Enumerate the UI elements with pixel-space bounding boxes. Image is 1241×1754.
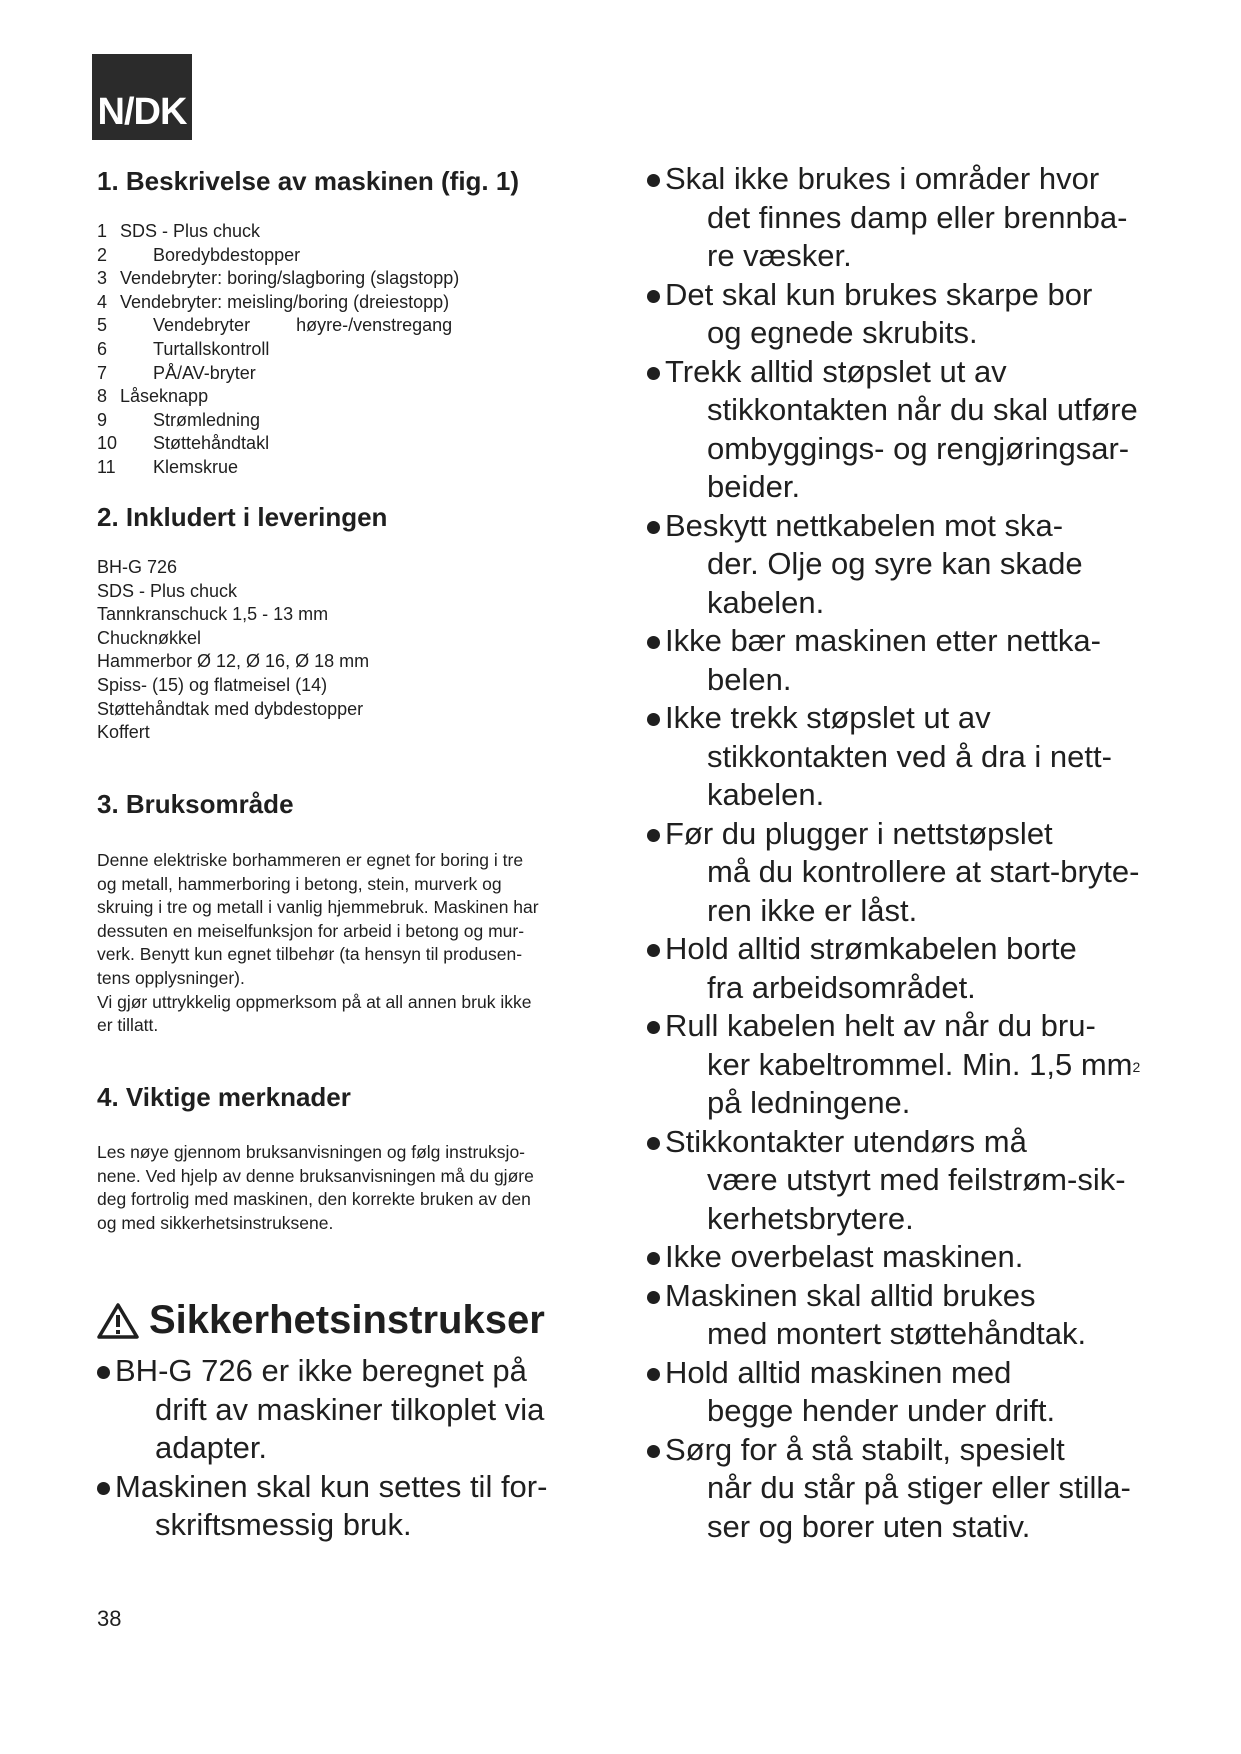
item-label: Vendebryter: meisling/boring (dreiestopp) xyxy=(120,291,450,312)
safety-bullets-right xyxy=(647,160,1140,1546)
item-number: 5 xyxy=(97,315,108,336)
item-label: Vendebryter: boring/slagboring (slagstopp) xyxy=(120,268,460,289)
bullet-item xyxy=(647,160,1140,276)
item-label: Vendebryter xyxy=(153,315,251,336)
bullet-dot-icon xyxy=(647,1368,660,1381)
list-item: SDS - Plus chuck xyxy=(97,580,238,601)
text-line: deg fortrolig med maskinen, den korrekte bruken av den xyxy=(97,1189,531,1210)
safety-heading xyxy=(97,1298,545,1343)
bullet-dot-icon xyxy=(647,1291,660,1304)
item-number: 2 xyxy=(97,244,108,265)
machine-parts-list xyxy=(97,220,459,480)
bullet-dot-icon xyxy=(647,713,660,726)
bullet-dot-icon xyxy=(647,636,660,649)
bullet-line: Ikke trekk støpslet ut av xyxy=(665,700,991,735)
list-item xyxy=(97,267,459,291)
bullet-dot-icon xyxy=(647,174,660,187)
bullet-line: Ikke bær maskinen etter nettka- xyxy=(665,623,1101,658)
list-item xyxy=(97,409,459,433)
section-4-title: 4. Viktige merknader xyxy=(97,1082,351,1112)
bullet-dot-icon xyxy=(647,1021,660,1034)
bullet-item xyxy=(647,699,1140,815)
list-item xyxy=(97,432,459,456)
item-number: 11 xyxy=(97,456,116,477)
list-item: Spiss- (15) og flatmeisel (14) xyxy=(97,674,328,695)
safety-bullets-left xyxy=(97,1352,547,1545)
bullet-dot-icon xyxy=(647,829,660,842)
bullet-item xyxy=(647,1354,1140,1431)
item-number: 6 xyxy=(97,338,108,359)
bullet-line: Hold alltid strømkabelen borte xyxy=(665,931,1077,966)
list-item: Koffert xyxy=(97,722,150,743)
bullet-line: Sørg for å stå stabilt, spesielt xyxy=(665,1431,1065,1467)
bullet-line: drift av maskiner tilkoplet via xyxy=(155,1391,545,1427)
bullet-line: være utstyrt med feilstrøm-sik- xyxy=(707,1162,1126,1197)
item-label: Støttehåndtakl xyxy=(153,433,270,454)
text-line: nene. Ved hjelp av denne bruksanvisningen må du gjøre xyxy=(97,1165,534,1186)
list-item: Hammerbor Ø 12, Ø 16, Ø 18 mm xyxy=(97,651,370,672)
list-item xyxy=(97,338,459,362)
list-item xyxy=(97,291,459,315)
bullet-dot-icon xyxy=(647,944,660,957)
list-item xyxy=(97,362,459,386)
bullet-line: Trekk alltid støpslet ut av xyxy=(665,353,1007,389)
text-line: Les nøye gjennom bruksanvisningen og følg instruksjo- xyxy=(97,1142,525,1162)
language-tag: N/DK xyxy=(92,54,192,140)
item-number: 7 xyxy=(97,362,108,383)
bullet-line: ser og borer uten stativ. xyxy=(707,1508,1031,1544)
bullet-line: Før du plugger i nettstøpslet xyxy=(665,815,1053,851)
bullet-line: det finnes damp eller brennba- xyxy=(707,199,1128,235)
list-item: BH-G 726 xyxy=(97,557,178,577)
bullet-line: adapter. xyxy=(155,1430,268,1465)
bullet-line: Ikke overbelast maskinen. xyxy=(665,1239,1024,1274)
text-line: er tillatt. xyxy=(97,1015,159,1036)
bullet-line: Rull kabelen helt av når du bru- xyxy=(665,1008,1096,1043)
bullet-item xyxy=(647,1123,1140,1239)
bullet-line: skriftsmessig bruk. xyxy=(155,1507,412,1542)
delivery-contents-list xyxy=(97,556,369,745)
bullet-line: Hold alltid maskinen med xyxy=(665,1354,1012,1390)
bullet-item xyxy=(647,1238,1140,1277)
item-label: Klemskrue xyxy=(153,456,239,477)
bullet-line: re væsker. xyxy=(707,238,852,273)
bullet-line: og egnede skrubits. xyxy=(707,315,978,350)
section-3-title: 3. Bruksområde xyxy=(97,789,294,819)
bullet-line: beider. xyxy=(707,469,801,504)
bullet-item xyxy=(647,276,1140,353)
text-line: Vi gjør uttrykkelig oppmerksom på at all annen bruk ikke xyxy=(97,991,532,1012)
item-number: 10 xyxy=(97,433,118,454)
item-label: Strømledning xyxy=(153,409,261,430)
bullet-line: ker kabeltrommel. Min. 1,5 $mm^2$ xyxy=(707,1046,1141,1082)
bullet-item xyxy=(647,1007,1140,1123)
bullet-item xyxy=(647,815,1140,931)
item-number: 4 xyxy=(97,291,108,312)
bullet-item xyxy=(647,353,1140,507)
item-label: Turtallskontroll xyxy=(153,338,270,359)
bullet-line: ombyggings- og rengjøringsar- xyxy=(707,430,1130,466)
text-line: verk. Benytt kun egnet tilbehør (ta hensyn til produsen- xyxy=(97,944,523,965)
bullet-dot-icon xyxy=(647,1137,660,1150)
text-line: skruing i tre og metall i vanlig hjemmebruk. Maskinen har xyxy=(97,897,539,918)
bullet-line: på ledningene. xyxy=(707,1085,911,1120)
bullet-item xyxy=(97,1352,547,1468)
list-item xyxy=(97,456,459,480)
bullet-line: begge hender under drift. xyxy=(707,1393,1056,1428)
superscript-two: 2 xyxy=(1132,1058,1141,1075)
list-item xyxy=(97,385,459,409)
bullet-line: Skal ikke brukes i områder hvor xyxy=(665,161,1100,196)
bullet-dot-icon xyxy=(97,1366,110,1379)
bullet-item xyxy=(647,507,1140,623)
bullet-dot-icon xyxy=(647,521,660,534)
bullet-line: stikkontakten når du skal utføre xyxy=(707,392,1138,427)
bullet-line: Det skal kun brukes skarpe bor xyxy=(665,276,1093,312)
bullet-line: kabelen. xyxy=(707,584,825,620)
bullet-line: når du står på stiger eller stilla- xyxy=(707,1470,1131,1505)
item-number: 1 xyxy=(97,221,108,241)
text-line: og metall, hammerboring i betong, stein, murverk og xyxy=(97,873,502,894)
bullet-line: Stikkontakter utendørs må xyxy=(665,1123,1027,1159)
item-label-extra: høyre-/venstregang xyxy=(296,315,453,336)
item-number: 3 xyxy=(97,268,108,289)
bullet-item xyxy=(647,622,1140,699)
item-label: Boredybdestopper xyxy=(153,244,301,265)
bullet-line: kerhetsbrytere. xyxy=(707,1200,914,1236)
bullet-line: Maskinen skal alltid brukes xyxy=(665,1277,1036,1313)
text-line: og med sikkerhetsinstruksene. xyxy=(97,1212,334,1233)
bullet-line: stikkontakten ved å dra i nett- xyxy=(707,738,1112,774)
text-line: Denne elektriske borhammeren er egnet for boring i tre xyxy=(97,850,524,870)
bullet-dot-icon xyxy=(647,1252,660,1265)
list-item xyxy=(97,220,459,244)
list-item: Støttehåndtak med dybdestopper xyxy=(97,698,364,719)
bullet-item xyxy=(647,930,1140,1007)
section-2-title: 2. Inkludert i leveringen xyxy=(97,502,388,532)
bullet-dot-icon xyxy=(97,1482,110,1495)
usage-paragraph xyxy=(97,849,607,1038)
bullet-dot-icon xyxy=(647,1445,660,1458)
list-item: Tannkranschuck 1,5 - 13 mm xyxy=(97,604,329,625)
list-item xyxy=(97,314,459,338)
list-item xyxy=(97,244,459,268)
bullet-item xyxy=(647,1277,1140,1354)
bullet-line: Beskytt nettkabelen mot ska- xyxy=(665,507,1064,543)
item-label: SDS - Plus chuck xyxy=(120,221,261,241)
section-1-title: 1. Beskrivelse av maskinen (fig. 1) xyxy=(97,166,519,196)
item-number: 9 xyxy=(97,409,108,430)
bullet-line: BH-G 726 er ikke beregnet på xyxy=(115,1353,527,1388)
page-number: 38 xyxy=(97,1606,122,1631)
item-number: 8 xyxy=(97,386,108,407)
safety-title: Sikkerhetsinstrukser xyxy=(149,1298,545,1342)
bullet-line: må du kontrollere at start-bryte- xyxy=(707,854,1140,889)
text-line: tens opplysninger). xyxy=(97,967,245,988)
list-item: Chucknøkkel xyxy=(97,627,202,648)
warning-triangle-icon xyxy=(97,1302,139,1340)
bullet-line: Maskinen skal kun settes til for- xyxy=(115,1468,548,1504)
important-notes-paragraph xyxy=(97,1141,607,1235)
bullet-dot-icon xyxy=(647,290,660,303)
bullet-item xyxy=(647,1431,1140,1547)
bullet-line: der. Olje og syre kan skade xyxy=(707,546,1083,581)
bullet-dot-icon xyxy=(647,367,660,380)
bullet-line: belen. xyxy=(707,661,792,697)
item-label: PÅ/AV-bryter xyxy=(153,362,256,383)
bullet-line: med montert støttehåndtak. xyxy=(707,1316,1087,1351)
bullet-item xyxy=(97,1468,547,1545)
item-label: Låseknapp xyxy=(120,386,209,407)
text-line: dessuten en meiselfunksjon for arbeid i betong og mur- xyxy=(97,920,525,941)
bullet-line: kabelen. xyxy=(707,777,825,812)
bullet-line: ren ikke er låst. xyxy=(707,892,918,928)
bullet-line: fra arbeidsområdet. xyxy=(707,969,976,1005)
